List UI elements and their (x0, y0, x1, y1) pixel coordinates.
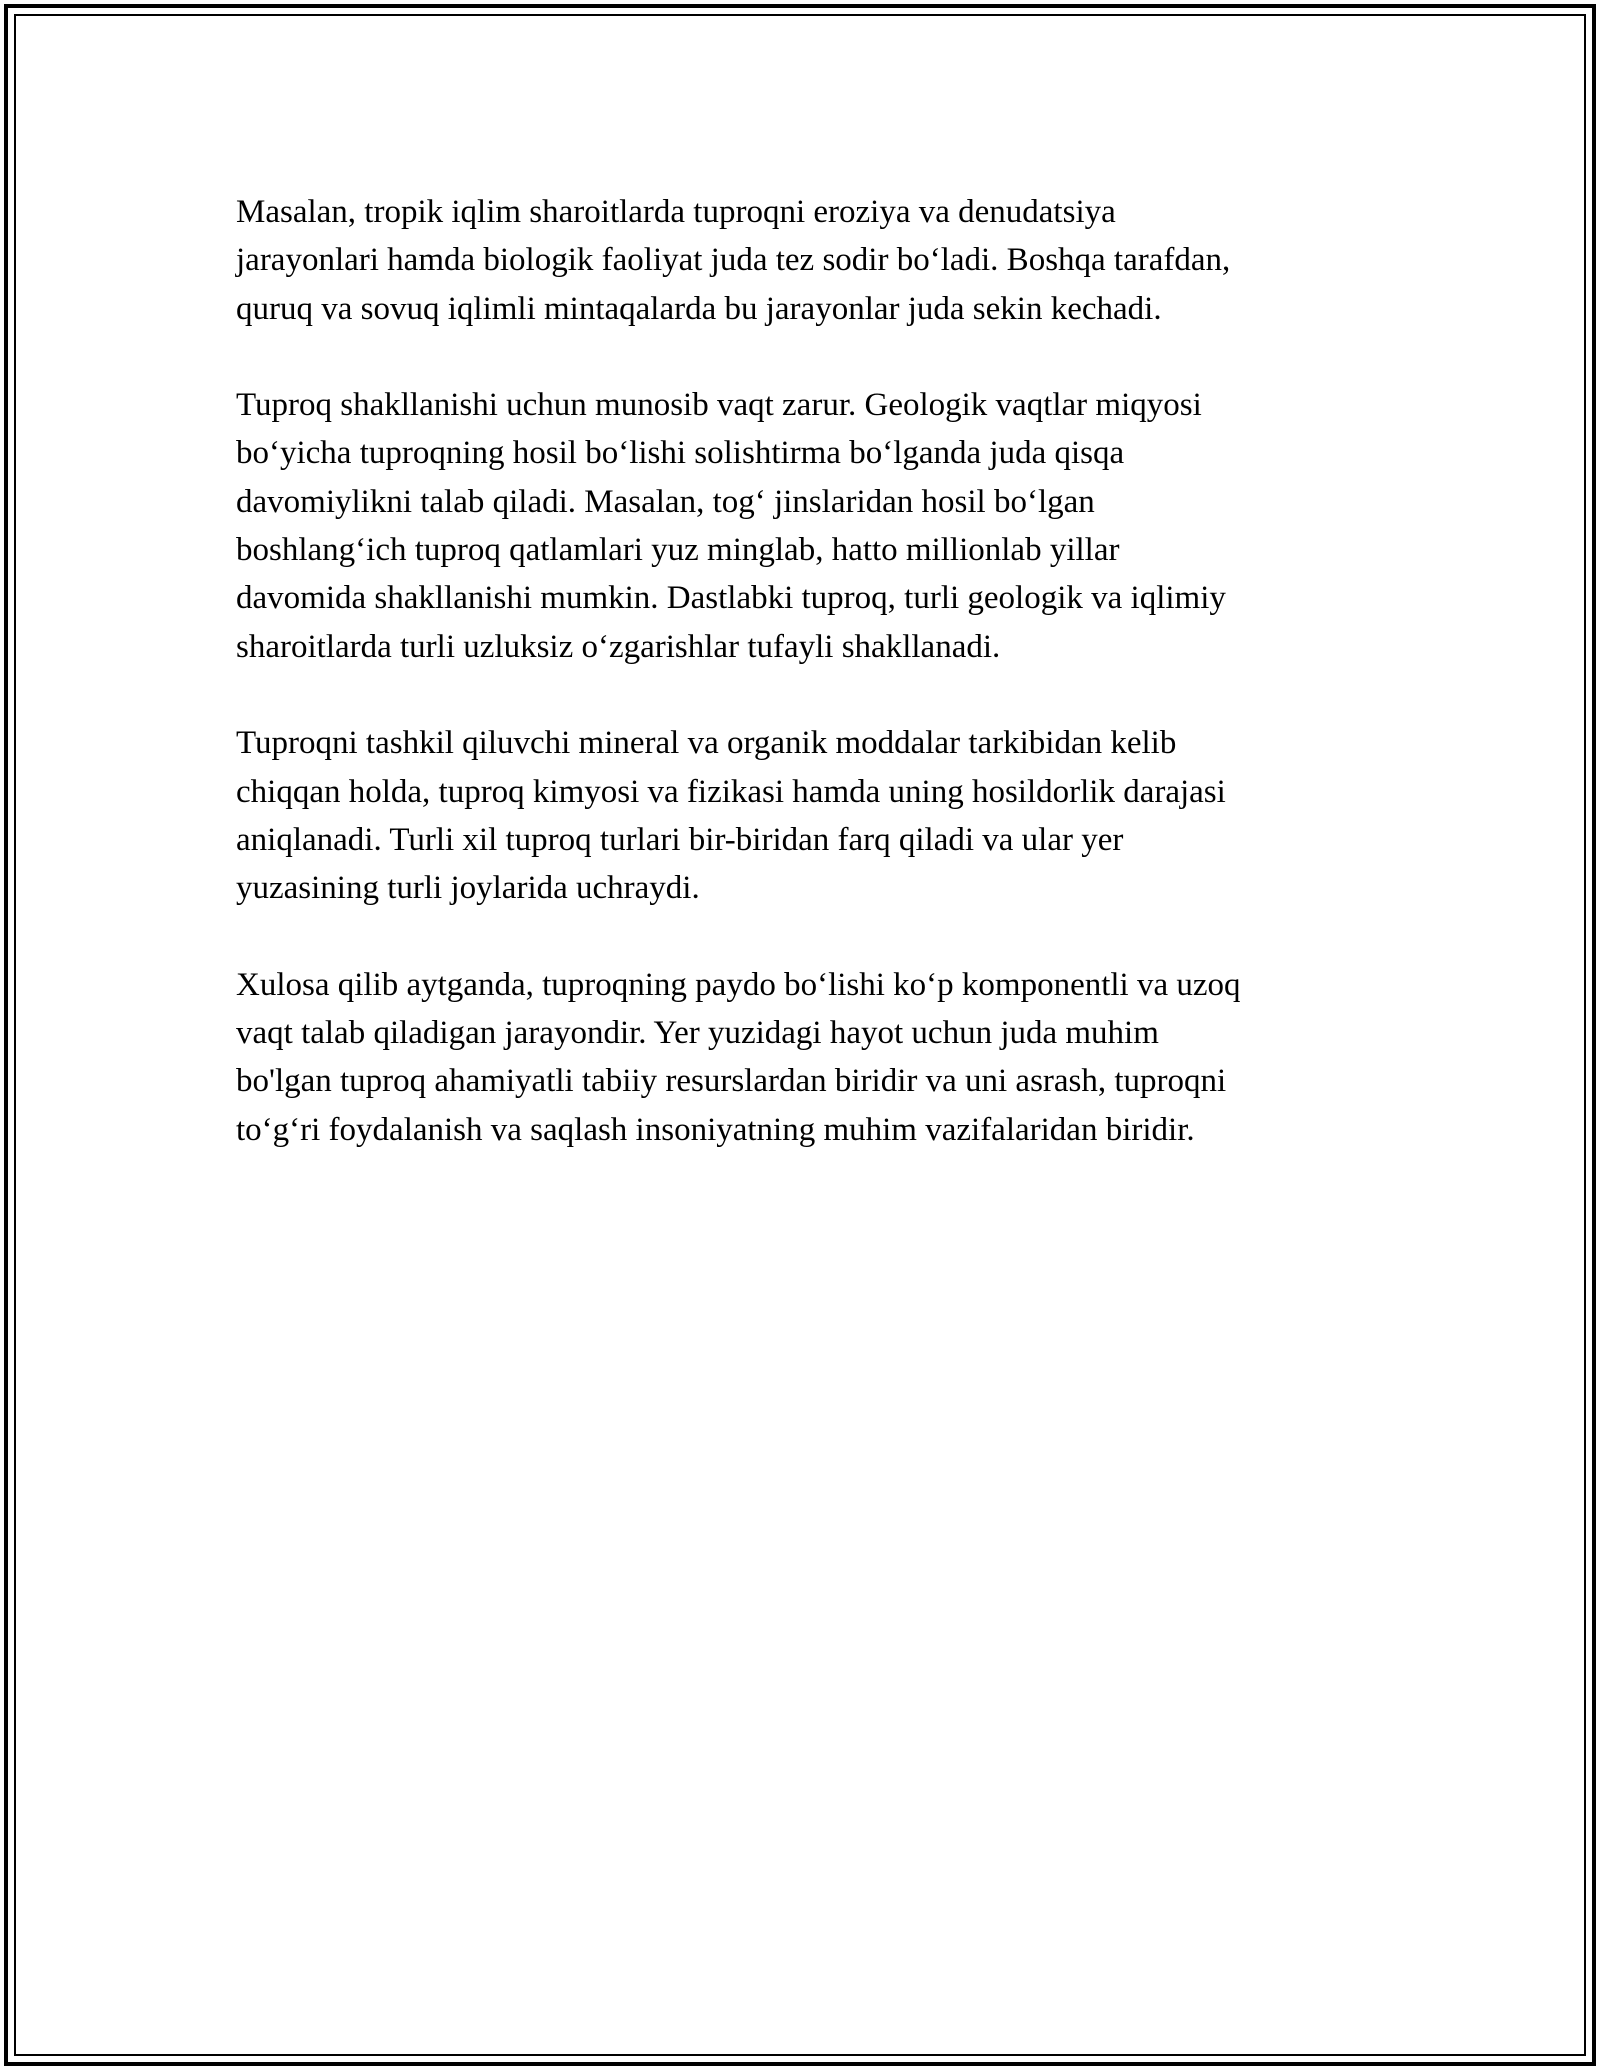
text-line: bo'lgan tuproq ahamiyatli tabiiy resurslardan biridir va uni asrash, tuproqni (236, 1063, 1227, 1100)
text-line: davomiylikni talab qiladi. Masalan, tog‘ jinslaridan hosil bo‘lgan (236, 483, 1095, 520)
text-line: vaqt talab qiladigan jarayondir. Yer yuzidagi hayot uchun juda muhim (236, 1015, 1159, 1052)
text-line: jarayonlari hamda biologik faoliyat juda tez sodir bo‘ladi. Boshqa tarafdan, (236, 242, 1231, 279)
paragraph-conclusion (236, 961, 1366, 1154)
text-line: boshlang‘ich tuproq qatlamlari yuz minglab, hatto millionlab yillar (236, 532, 1120, 569)
text-line: to‘g‘ri foydalanish va saqlash insoniyatning muhim vazifalaridan biridir. (236, 1111, 1195, 1148)
text-line: Tuproqni tashkil qiluvchi mineral va organik moddalar tarkibidan kelib (236, 725, 1177, 762)
text-line: Xulosa qilib aytganda, tuproqning paydo bo‘lishi ko‘p komponentli va uzoq (236, 966, 1241, 1003)
text-line: yuzasining turli joylarida uchraydi. (236, 870, 700, 907)
text-line: chiqqan holda, tuproq kimyosi va fizikasi hamda uning hosildorlik darajasi (236, 773, 1226, 810)
text-line: davomida shakllanishi mumkin. Dastlabki tuproq, turli geologik va iqlimiy (236, 580, 1226, 617)
paragraph-composition (236, 719, 1366, 912)
text-line: bo‘yicha tuproqning hosil bo‘lishi solishtirma bo‘lganda juda qisqa (236, 435, 1125, 472)
text-line: Masalan, tropik iqlim sharoitlarda tuproqni eroziya va denudatsiya (236, 194, 1116, 230)
text-line: quruq va sovuq iqlimli mintaqalarda bu jarayonlar juda sekin kechadi. (236, 290, 1162, 327)
document-body (236, 188, 1366, 1202)
text-line: aniqlanadi. Turli xil tuproq turlari bir-biridan farq qiladi va ular yer (236, 821, 1124, 858)
text-line: Tuproq shakllanishi uchun munosib vaqt zarur. Geologik vaqtlar miqyosi (236, 387, 1202, 424)
paragraph-time (236, 381, 1366, 671)
paragraph-climate (236, 188, 1366, 333)
text-line: sharoitlarda turli uzluksiz o‘zgarishlar tufayli shakllanadi. (236, 628, 1001, 665)
